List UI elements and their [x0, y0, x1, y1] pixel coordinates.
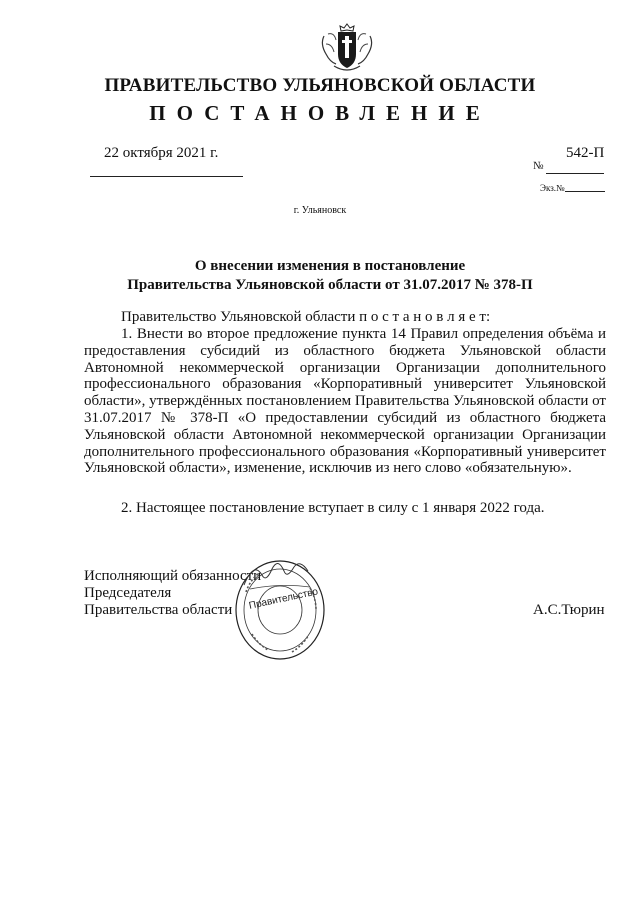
signatory-title-line-3: Правительства области	[84, 602, 233, 618]
number-underline	[546, 173, 604, 174]
city: г. Ульяновск	[293, 205, 347, 216]
document-title	[120, 257, 540, 295]
preamble: Правительство Ульяновской области п о с т а н о в л я е т:	[121, 309, 491, 325]
document-number: 542-П	[566, 145, 605, 161]
title-line-1: О внесении изменения в постановление	[194, 258, 466, 274]
signatory-title-line-1: Исполняющий обязанности	[84, 568, 262, 584]
signer-name: А.С.Тюрин	[533, 602, 605, 618]
date-underline	[90, 176, 243, 177]
copy-number-underline	[565, 191, 605, 192]
paragraph-1: 1. Внести во второе предложение пункта 14 Правил определения объёма и предоставления субсидий из областного бюджета Ульяновской области Автономной некоммерческой организации Организации дополнительного профессионального образования «Корпоративный университет Ульяновской области», утверждённых постановлением Правительства Ульяновской области от 31.07.2017 № 378-П «О предоставлении субсидий из областного бюджета Ульяновской области Автономной некоммерческой организации Организации дополнительного профессионального образования «Корпоративный университет Ульяновской области», изменение, исключив из него слово «обязательную».	[84, 326, 606, 477]
seal-label: Правительство	[248, 586, 320, 612]
title-line-2: Правительства Ульяновской области от 31.07.2017 № 378-П	[127, 277, 533, 293]
document-type: ПОСТАНОВЛЕНИЕ	[149, 101, 491, 125]
organization-name: ПРАВИТЕЛЬСТВО УЛЬЯНОВСКОЙ ОБЛАСТИ	[104, 75, 536, 96]
paragraph-2: 2. Настоящее постановление вступает в силу с 1 января 2022 года.	[121, 500, 545, 516]
handwritten-signature-icon	[240, 555, 320, 595]
signatory-title-line-2: Председателя	[84, 585, 172, 601]
document-date: 22 октября 2021 г.	[104, 145, 219, 161]
number-prefix: №	[533, 160, 544, 172]
coat-of-arms-icon	[318, 22, 376, 74]
copy-number-label: Экз.№	[540, 183, 565, 193]
